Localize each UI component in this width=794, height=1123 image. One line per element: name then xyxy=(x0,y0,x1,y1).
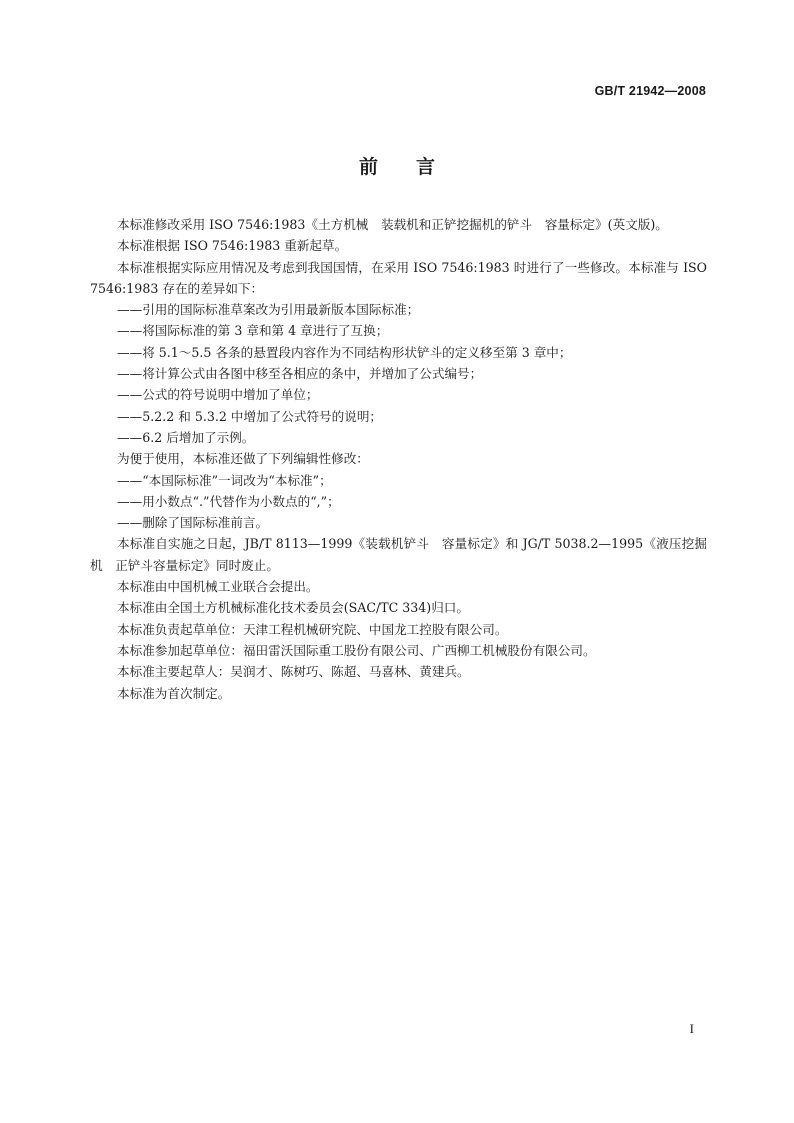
paragraph-proposed-by: 本标准由中国机械工业联合会提出。 xyxy=(117,579,319,595)
difference-item: ——公式的符号说明中增加了单位； xyxy=(117,387,319,403)
paragraph-differences-intro: 本标准根据实际应用情况及考虑到我国国情，在采用 ISO 7546:1983 时进行了一些修改。本标准与 ISO 7546:1983 存在的差异如下： xyxy=(90,259,707,296)
difference-item: ——将计算公式由各图中移至各相应的条中，并增加了公式编号； xyxy=(117,366,483,382)
paragraph-administered-by: 本标准由全国土方机械标准化技术委员会(SAC/TC 334)归口。 xyxy=(117,600,469,616)
difference-item: ——5.2.2 和 5.3.2 中增加了公式符号的说明； xyxy=(117,408,383,424)
paragraph-editorial-intro: 为便于使用，本标准还做了下列编辑性修改： xyxy=(117,451,369,467)
page-number: I xyxy=(689,1021,694,1036)
foreword-body xyxy=(90,214,707,704)
standard-code: GB/T 21942—2008 xyxy=(594,84,706,98)
editorial-item: ——用小数点“.”代替作为小数点的“,”； xyxy=(117,493,340,509)
paragraph-main-drafters: 本标准主要起草人：吴润才、陈树巧、陈超、马喜林、黄建兵。 xyxy=(117,664,470,680)
editorial-item: ——“本国际标准”一词改为“本标准”； xyxy=(117,472,332,488)
difference-item: ——6.2 后增加了示例。 xyxy=(117,429,255,445)
paragraph-first-edition: 本标准为首次制定。 xyxy=(117,685,231,701)
page-title: 前言 xyxy=(358,156,473,178)
paragraph-responsible-drafters: 本标准负责起草单位：天津工程机械研究院、中国龙工控股有限公司。 xyxy=(117,621,508,637)
editorial-item: ——删除了国际标准前言。 xyxy=(117,515,269,531)
difference-item: ——将 5.1～5.5 各条的悬置段内容作为不同结构形状铲斗的定义移至第 3 章中； xyxy=(117,344,572,360)
paragraph-drafting-basis: 本标准根据 ISO 7546:1983 重新起草。 xyxy=(117,238,348,254)
difference-item: ——引用的国际标准草案改为引用最新版本国际标准； xyxy=(117,302,420,318)
paragraph-adoption: 本标准修改采用 ISO 7546:1983《土方机械 装载机和正铲挖掘机的铲斗 容量标定》(英文版)。 xyxy=(117,217,668,232)
paragraph-supersedes: 本标准自实施之日起，JB/T 8113—1999《装载机铲斗 容量标定》和 JG/T 5038.2—1995《液压挖掘机 正铲斗容量标定》同时废止。 xyxy=(90,536,707,573)
paragraph-participating-drafters: 本标准参加起草单位：福田雷沃国际重工股份有限公司、广西柳工机械股份有限公司。 xyxy=(117,642,596,658)
difference-item: ——将国际标准的第 3 章和第 4 章进行了互换； xyxy=(117,323,389,339)
